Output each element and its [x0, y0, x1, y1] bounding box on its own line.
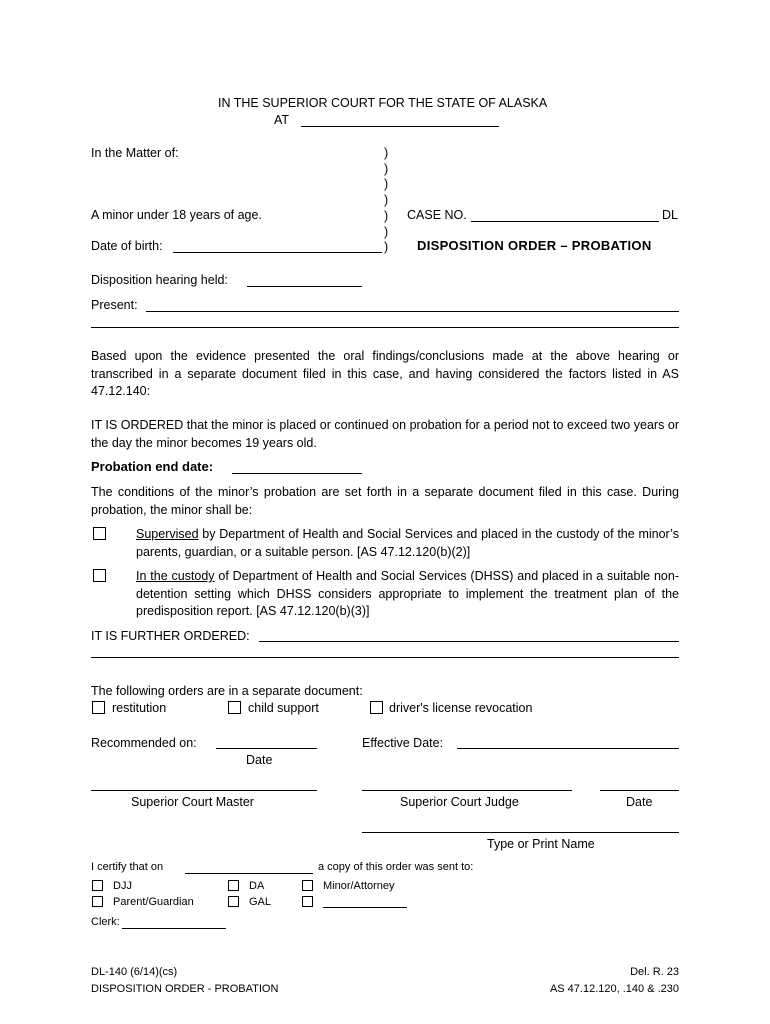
sent-label: a copy of this order was sent to: — [318, 861, 474, 873]
custody-option — [136, 568, 679, 621]
parent-guardian-checkbox[interactable] — [92, 896, 103, 907]
paren: ) — [384, 161, 389, 176]
print-name-line[interactable] — [362, 832, 679, 833]
gal-checkbox[interactable] — [228, 896, 239, 907]
effective-date-label: Effective Date: — [362, 736, 444, 750]
present-field[interactable] — [146, 311, 679, 312]
gal-label: GAL — [249, 896, 272, 908]
document-title: DISPOSITION ORDER – PROBATION — [417, 238, 652, 253]
paren: ) — [384, 177, 389, 192]
djj-checkbox[interactable] — [92, 880, 103, 891]
paren: ) — [384, 146, 389, 160]
minor-label: A minor under 18 years of age. — [91, 208, 262, 222]
form-number: DL-140 (6/14)(cs) — [91, 966, 178, 978]
child-support-checkbox[interactable] — [228, 701, 241, 714]
restitution-checkbox[interactable] — [92, 701, 105, 714]
matter-label: In the Matter of: — [91, 146, 179, 160]
recommended-date-field[interactable] — [216, 748, 317, 749]
paren: ) — [384, 224, 389, 239]
da-label: DA — [249, 880, 265, 892]
minor-attorney-checkbox[interactable] — [302, 880, 313, 891]
recommended-date-caption: Date — [246, 753, 273, 767]
hearing-date-field[interactable] — [247, 286, 362, 287]
at-label: AT — [274, 113, 290, 127]
custody-lead: In the custody — [136, 569, 215, 583]
custody-checkbox[interactable] — [93, 569, 106, 582]
recommended-label: Recommended on: — [91, 736, 197, 750]
print-name-label: Type or Print Name — [487, 837, 595, 851]
effective-date-field[interactable] — [457, 748, 679, 749]
end-date-field[interactable] — [232, 473, 362, 474]
clerk-signature-field[interactable] — [122, 928, 226, 929]
present-field-line-2[interactable] — [91, 327, 679, 328]
end-date-label: Probation end date: — [91, 459, 214, 474]
master-signature-line[interactable] — [91, 790, 317, 791]
further-ordered-field[interactable] — [259, 641, 679, 642]
judge-signature-line[interactable] — [362, 790, 572, 791]
evidence-paragraph: Based upon the evidence presented the oral findings/conclusions made at the above hearing or transcribed in a separate document filed in this case, and having considered the factors listed in AS 47.12.140: — [91, 349, 679, 398]
certify-label: I certify that on — [91, 861, 164, 873]
statutes: AS 47.12.120, .140 & .230 — [549, 983, 679, 995]
court-rule: Del. R. 23 — [630, 966, 679, 978]
case-number-field[interactable] — [471, 221, 659, 222]
custody-text: of Department of Health and Social Services (DHSS) and placed in a suitable non-detention setting which DHSS considers appropriate to implement the treatment plan of the predisposition report. [AS 47.12.120(b)(3)] — [136, 569, 679, 618]
restitution-label: restitution — [112, 701, 167, 715]
case-label: CASE NO. — [407, 208, 467, 222]
dob-label: Date of birth: — [91, 239, 163, 253]
judge-date-label: Date — [626, 795, 653, 809]
djj-label: DJJ — [113, 880, 132, 892]
ordered-paragraph: IT IS ORDERED that the minor is placed or continued on probation for a period not to exceed two years or the day the minor becomes 19 years old. — [91, 418, 679, 450]
license-revocation-checkbox[interactable] — [370, 701, 383, 714]
supervised-text: by Department of Health and Social Services and placed in the custody of the minor’s parents, guardian, or a suitable person. [AS 47.12.120(b)(2)] — [136, 527, 679, 559]
conditions-paragraph: The conditions of the minor’s probation are set forth in a separate document filed in this case. During probation, the minor shall be: — [91, 485, 679, 517]
present-label: Present: — [91, 298, 138, 312]
license-revocation-label: driver's license revocation — [389, 701, 533, 715]
minor-attorney-label: Minor/Attorney — [323, 880, 395, 892]
supervised-lead: Supervised — [136, 527, 199, 541]
master-label: Superior Court Master — [131, 795, 254, 809]
form-title: DISPOSITION ORDER - PROBATION — [91, 983, 279, 995]
further-ordered-label: IT IS FURTHER ORDERED: — [91, 629, 250, 643]
paren: ) — [384, 240, 389, 255]
supervised-checkbox[interactable] — [93, 527, 106, 540]
separate-orders-label: The following orders are in a separate document: — [91, 684, 363, 698]
child-support-label: child support — [248, 701, 319, 715]
clerk-label: Clerk: — [91, 916, 120, 928]
case-suffix: DL — [662, 208, 678, 222]
paren: ) — [384, 208, 389, 223]
other-recipient-field[interactable] — [323, 907, 407, 908]
other-recipient-checkbox[interactable] — [302, 896, 313, 907]
court-location-field[interactable] — [301, 126, 499, 127]
judge-date-line[interactable] — [600, 790, 679, 791]
certify-date-field[interactable] — [185, 873, 313, 874]
court-title: IN THE SUPERIOR COURT FOR THE STATE OF ALASKA — [218, 96, 548, 110]
further-ordered-line-2[interactable] — [91, 657, 679, 658]
supervised-option — [136, 526, 679, 561]
da-checkbox[interactable] — [228, 880, 239, 891]
parent-guardian-label: Parent/Guardian — [113, 896, 194, 908]
caption-parens — [384, 146, 388, 256]
judge-label: Superior Court Judge — [400, 795, 519, 809]
dob-field[interactable] — [173, 252, 382, 253]
paren: ) — [384, 193, 389, 208]
hearing-held-label: Disposition hearing held: — [91, 273, 228, 287]
